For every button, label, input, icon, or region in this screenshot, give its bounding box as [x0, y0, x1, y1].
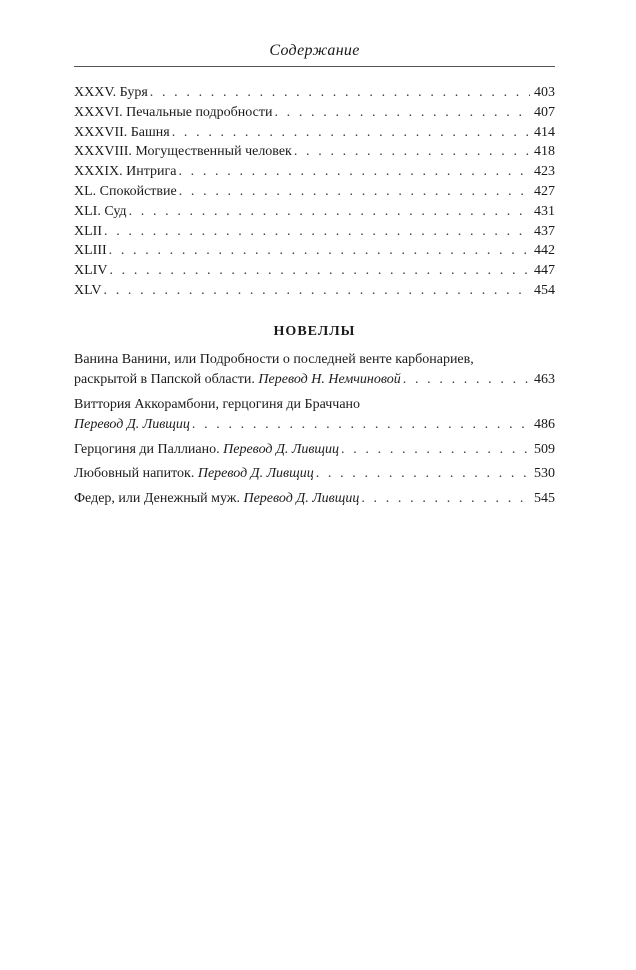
toc-entry-title: XLI. Суд — [74, 203, 127, 219]
novella-entry — [74, 440, 555, 460]
toc-entry — [74, 202, 555, 222]
toc-entry-title: XXXVII. Башня — [74, 124, 170, 140]
novella-page: 509 — [534, 441, 555, 457]
novella-translator: Перевод Д. Ливщиц — [223, 441, 340, 457]
novella-entry — [74, 350, 555, 390]
dot-leader — [361, 489, 530, 509]
dot-leader — [192, 415, 530, 435]
dot-leader — [341, 440, 530, 460]
toc-entry — [74, 162, 555, 182]
novella-page-line — [74, 464, 555, 484]
section-heading: НОВЕЛЛЫ — [273, 324, 356, 339]
dot-leader — [109, 261, 530, 281]
toc-entry — [74, 123, 555, 143]
novella-entry — [74, 489, 555, 509]
dot-leader — [172, 123, 530, 143]
toc-entry-title: XXXVI. Печальные подробности — [74, 104, 273, 120]
toc-entry-page: 414 — [534, 124, 555, 140]
chapter-list — [74, 83, 555, 301]
dot-leader — [179, 182, 530, 202]
toc-entry — [74, 83, 555, 103]
novella-title — [74, 489, 359, 509]
toc-entry-title: XLIII — [74, 243, 107, 259]
toc-entry — [74, 222, 555, 242]
dot-leader — [294, 142, 530, 162]
dot-leader — [150, 83, 530, 103]
novella-page: 530 — [534, 466, 555, 482]
dot-leader — [403, 370, 530, 390]
toc-entry-title: XXXIX. Интрига — [74, 164, 177, 180]
novella-list — [74, 350, 555, 514]
toc-entry — [74, 182, 555, 202]
running-head: Содержание — [269, 42, 360, 59]
novella-translator: Перевод Д. Ливщиц — [197, 466, 314, 482]
novella-page: 463 — [534, 372, 555, 387]
toc-entry-page: 447 — [534, 263, 555, 279]
toc-entry-page: 407 — [534, 104, 555, 120]
dot-leader — [178, 162, 530, 182]
novella-page-line — [74, 489, 555, 509]
toc-entry-title: XLIV — [74, 263, 108, 279]
toc-entry-title: XLII — [74, 223, 102, 239]
dot-leader — [104, 281, 531, 301]
novella-title — [74, 440, 339, 460]
toc-entry-page: 427 — [534, 183, 555, 199]
toc-entry — [74, 281, 555, 301]
toc-entry — [74, 142, 555, 162]
novella-page: 486 — [534, 416, 555, 432]
toc-entry-page: 403 — [534, 85, 555, 100]
dot-leader — [109, 241, 530, 261]
toc-entry — [74, 103, 555, 123]
toc-entry — [74, 241, 555, 261]
novella-title-text: Федер, или Денежный муж. — [74, 491, 244, 507]
novella-translator: Перевод Н. Немчиновой — [258, 372, 401, 387]
novella-title — [74, 464, 314, 484]
toc-entry-title: XXXVIII. Могущественный человек — [74, 144, 292, 160]
toc-entry-page: 418 — [534, 144, 555, 160]
novella-title-line: Виттория Аккорамбони, герцогиня ди Браччано — [74, 396, 361, 412]
header-rule — [74, 66, 555, 67]
dot-leader — [104, 222, 530, 242]
dot-leader — [316, 464, 530, 484]
novella-entry — [74, 464, 555, 484]
toc-entry — [74, 261, 555, 281]
dot-leader — [129, 202, 530, 222]
toc-entry-page: 437 — [534, 223, 555, 239]
novella-page-line — [74, 415, 555, 435]
dot-leader — [274, 103, 530, 123]
novella-page: 545 — [534, 491, 555, 507]
novella-title-line: Ванина Ванини, или Подробности о последней венте карбонариев, — [74, 352, 474, 367]
toc-entry-page: 431 — [534, 203, 555, 219]
toc-entry-title: XLV — [74, 282, 102, 298]
novella-title-text: раскрытой в Папской области. — [74, 372, 259, 387]
novella-title-text: Любовный напиток. — [74, 466, 198, 482]
toc-entry-title: XL. Спокойствие — [74, 183, 177, 199]
toc-entry-page: 442 — [534, 243, 555, 259]
toc-entry-page: 423 — [534, 164, 555, 180]
novella-title-text: Герцогиня ди Паллиано. — [74, 441, 224, 457]
novella-translator: Перевод Д. Ливщиц — [243, 491, 360, 507]
novella-entry — [74, 395, 555, 435]
novella-title — [74, 415, 190, 435]
novella-title — [74, 370, 401, 390]
novella-page-line — [74, 440, 555, 460]
novella-page-line — [74, 370, 555, 390]
toc-entry-title: XXXV. Буря — [74, 85, 148, 100]
toc-entry-page: 454 — [534, 282, 555, 298]
novella-translator: Перевод Д. Ливщиц — [74, 416, 190, 432]
